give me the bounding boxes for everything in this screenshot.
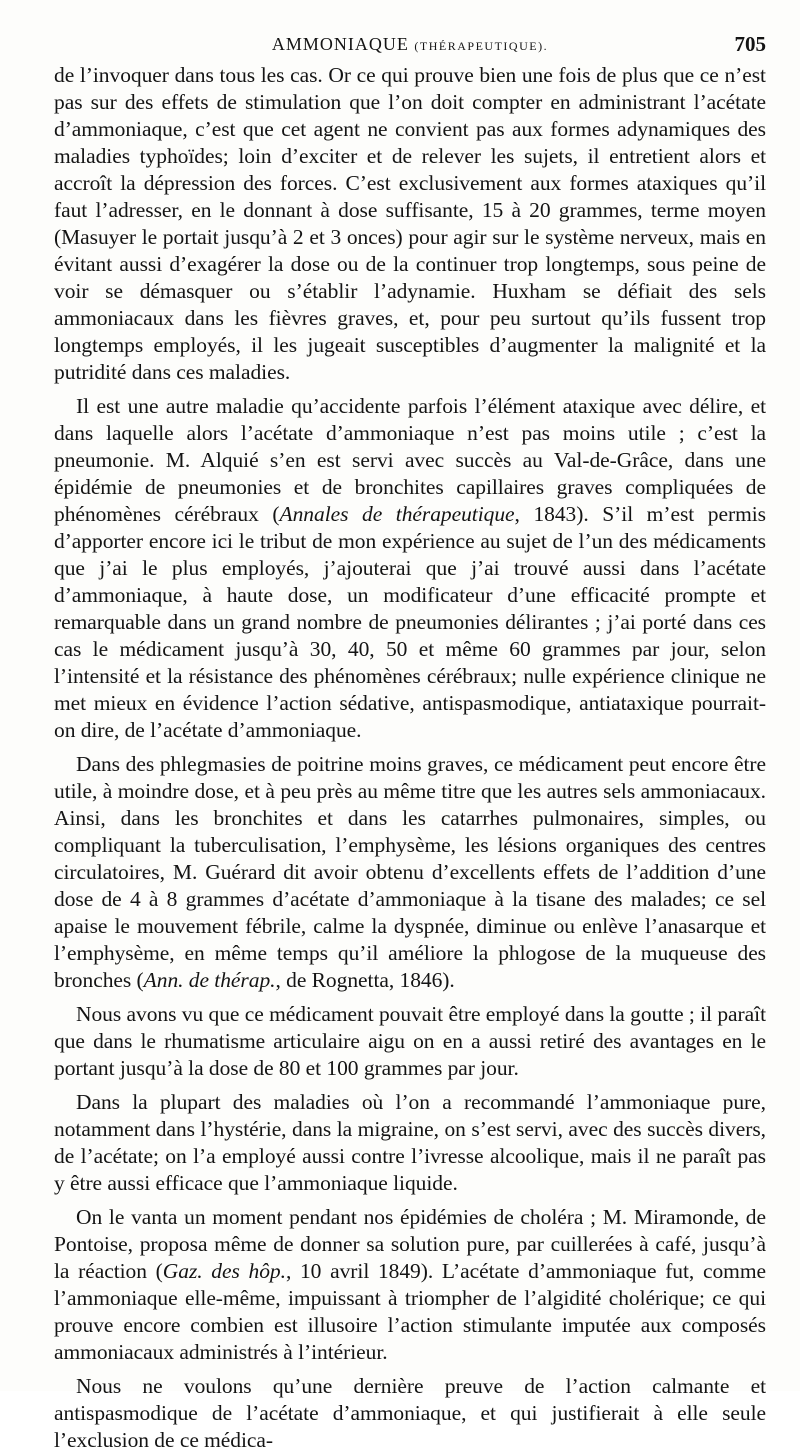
paragraph-2-text-b: , 1843). S’il m’est permis d’apporter encore ici le tribut de mon expérience au sujet de l’un des médicaments que j’ai le plus employés, j’ajouterai que j’ai trouvé aussi dans l’acétate d’ammoniaque, à haute dose, un modificateur d’une efficacité prompte et remarquable dans un grand nombre de pneumonies délirantes ; j’ai porté dans ces cas le médicament jusqu’à 30, 40, 50 et même 60 grammes par jour, selon l’intensité et la résistance des phénomènes cérébraux; nulle expérience clinique ne met mieux en évidence l’action sédative, antispasmodique, antiataxique pourrait-on dire, de l’acétate d’ammoniaque.: [54, 502, 766, 742]
paragraph-2: [54, 393, 766, 744]
paragraph-6: [54, 1204, 766, 1366]
paragraph-1: de l’invoquer dans tous les cas. Or ce qui prouve bien une fois de plus que ce n’est pas sur des effets de stimulation que l’on doit compter en administrant l’acétate d’ammoniaque, c’est que cet agent ne convient pas aux formes adynamiques des maladies typhoïdes; loin d’exciter et de relever les sujets, il entretient alors et accroît la dépression des forces. C’est exclusivement aux formes ataxiques qu’il faut l’adresser, en le donnant à dose suffisante, 15 à 20 grammes, terme moyen (Masuyer le portait jusqu’à 2 et 3 onces) pour agir sur le système nerveux, mais en évitant aussi d’exagérer la dose ou de la continuer trop longtemps, sous peine de voir se démasquer ou s’établir l’adynamie. Huxham se défiait des sels ammoniacaux dans les fièvres graves, et, pour peu surtout qu’ils fussent trop longtemps employés, il les jugeait susceptibles d’augmenter la malignité et la putridité dans ces maladies.: [54, 63, 766, 384]
paragraph-5: Dans la plupart des maladies où l’on a recommandé l’ammoniaque pure, notamment dans l’hystérie, dans la migraine, on s’est servi, avec des succès divers, de l’acétate; on l’a employé aussi contre l’ivresse alcoolique, mais il ne paraît pas y être aussi efficace que l’ammoniaque liquide.: [54, 1090, 766, 1195]
running-head: [54, 34, 766, 58]
paragraph-6-text-b: , 10 avril 1849). L’acétate d’ammoniaque fut, comme l’ammoniaque elle-même, impuissant à triompher de l’algidité cholérique; ce qui prouve encore combien est illusoire l’action stimulante imputée aux composés ammoniacaux administrés à l’intérieur.: [54, 1259, 766, 1364]
head-title-main: AMMONIAQUE: [271, 34, 409, 54]
paragraph-3: [54, 751, 766, 994]
paragraph-7: Nous ne voulons qu’une dernière preuve de l’action calmante et antispasmodique de l’acétate d’ammoniaque, et qui justifierait à elle seule l’exclusion de ce médica-: [54, 1374, 766, 1452]
paragraph-2-text-a: Il est une autre maladie qu’accidente parfois l’élément ataxique avec délire, et dans laquelle alors l’acétate d’ammoniaque n’est pas moins utile ; c’est la pneumonie. M. Alquié s’en est servi avec succès au Val-de-Grâce, dans une épidémie de pneumonies et de bronchites capillaires graves compliquées de phénomènes cérébraux (: [54, 394, 766, 526]
paragraph-3-text-a: Dans des phlegmasies de poitrine moins graves, ce médicament peut encore être utile, à moindre dose, et à peu près au même titre que les autres sels ammoniacaux. Ainsi, dans les bronchites et dans les catarrhes pulmonaires, simples, ou compliquant la tuberculisation, l’emphysème, les lésions organiques des centres circulatoires, M. Guérard dit avoir obtenu d’excellents effets de l’addition d’une dose de 4 à 8 grammes d’acétate d’ammoniaque à la tisane des malades; ce sel apaise le mouvement fébrile, calme la dyspnée, diminue ou enlève l’anasarque et l’emphysème, en même temps qu’il améliore la phlogose de la muqueuse des bronches (: [54, 752, 766, 992]
paragraph-3-text-b: , de Rognetta, 1846).: [275, 968, 455, 992]
citation-ann-therap: Ann. de thérap.: [143, 968, 276, 992]
body-text: [54, 62, 766, 1452]
running-head-title: [54, 34, 766, 55]
paragraph-4: Nous avons vu que ce médicament pouvait être employé dans la goutte ; il paraît que dans le rhumatisme articulaire aigu on en a aussi retiré des avantages en le portant jusqu’à la dose de 80 et 100 grammes par jour.: [54, 1002, 766, 1080]
page-number: 705: [734, 32, 766, 56]
citation-annales: Annales de thérapeutique: [279, 502, 515, 526]
head-title-subtitle: (THÉRAPEUTIQUE).: [414, 39, 549, 53]
citation-gaz-hop: Gaz. des hôp.: [162, 1259, 286, 1283]
paragraph-6-text-a: On le vanta un moment pendant nos épidémies de choléra ; M. Miramonde, de Pontoise, proposa même de donner sa solution pure, par cuillerées à café, jusqu’à la réaction (: [54, 1205, 766, 1283]
